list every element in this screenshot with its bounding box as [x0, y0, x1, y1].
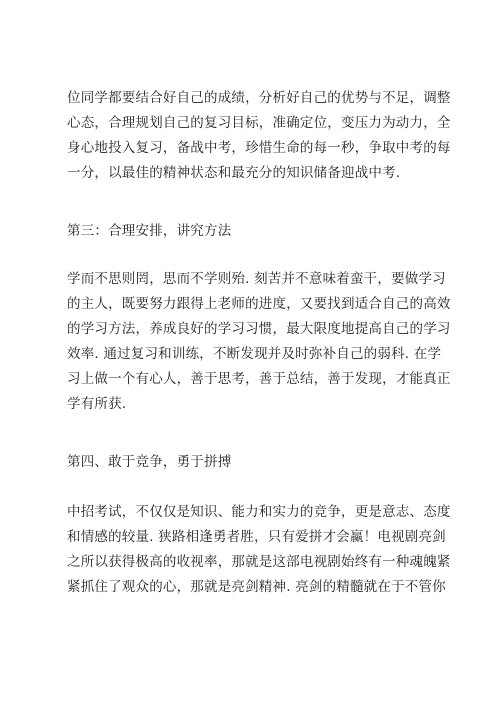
section-heading-4: [67, 450, 437, 475]
text-line: 位同学都要结合好自己的成绩，分析好自己的优势与不足，调整: [67, 90, 451, 106]
paragraph-2: [67, 267, 451, 417]
text-line: 学有所获.: [67, 396, 127, 412]
text-line: 的学习方法，养成良好的学习习惯，最大限度地提高自己的学习: [67, 321, 451, 337]
text-line: 效率. 通过复习和训练，不断发现并及时弥补自己的弱科. 在学: [67, 346, 442, 362]
section-heading-3: [67, 219, 437, 244]
paragraph-3: [67, 500, 451, 600]
text-line: 的主人，既要努力跟得上老师的进度，又要找到适合自己的高效: [67, 296, 451, 312]
text-line: 身心地投入复习，备战中考，珍惜生命的每一秒，争取中考的每: [67, 140, 451, 156]
section-heading-text: 第四、敢于竞争，勇于拼搏: [67, 454, 232, 470]
text-line: 中招考试，不仅仅是知识、能力和实力的竞争，更是意志、态度: [67, 504, 451, 520]
text-line: 和情感的较量. 狭路相逢勇者胜，只有爱拼才会赢！电视剧亮剑: [67, 529, 446, 545]
paragraph-1: [67, 86, 451, 186]
text-line: 心态，合理规划自己的复习目标，准确定位，变压力为动力，全: [67, 115, 451, 131]
text-line: 习上做一个有心人，善于思考，善于总结，善于发现，才能真正: [67, 371, 451, 387]
section-heading-text: 第三：合理安排，讲究方法: [67, 223, 232, 239]
text-line: 一分，以最佳的精神状态和最充分的知识储备迎战中考.: [67, 165, 401, 181]
text-line: 之所以获得极高的收视率，那就是这部电视剧始终有一种魂魄紧: [67, 554, 451, 570]
text-line: 紧抓住了观众的心，那就是亮剑精神. 亮剑的精髓就在于不管你: [67, 579, 446, 595]
text-line: 学而不思则罔，思而不学则殆. 刻苦并不意味着蛮干，要做学习: [67, 271, 446, 287]
